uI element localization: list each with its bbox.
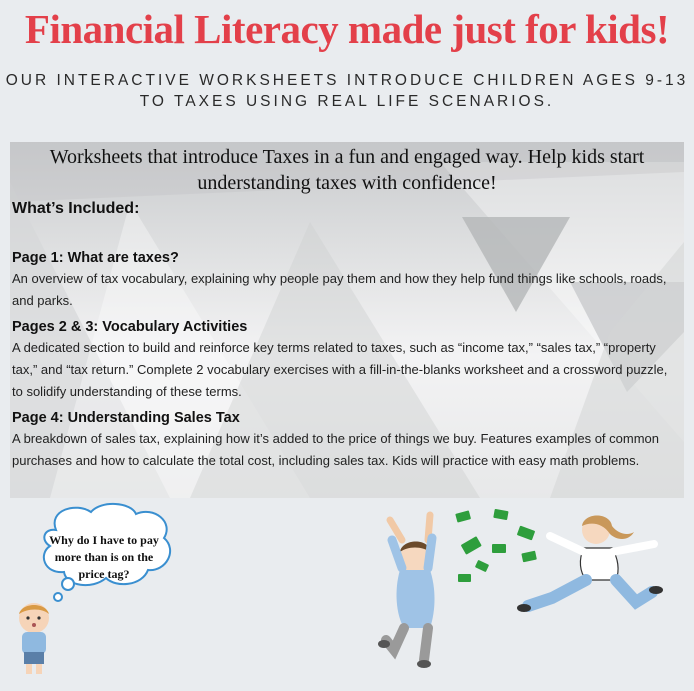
bubble-line-1: Why do I have to pay — [49, 533, 159, 547]
whats-included-label: What’s Included: — [12, 200, 140, 217]
section-title: Pages 2 & 3: Vocabulary Activities — [12, 319, 248, 335]
section-pages-2-3 — [12, 317, 680, 403]
bubble-line-2: more than is on the — [54, 550, 154, 564]
page-title: Financial Literacy made just for kids! — [24, 6, 670, 52]
worksheet-info-panel — [10, 142, 684, 498]
section-body: A breakdown of sales tax, explaining how it’s added to the price of things we buy. Features examples of common purchases and how to calculate the total cost, including sales tax. Kids will practice with easy math problems. — [12, 431, 659, 468]
jumping-girl-icon — [517, 516, 663, 613]
jumping-kids-money-illustration — [372, 500, 672, 680]
section-title: Page 4: Understanding Sales Tax — [12, 410, 240, 426]
section-body: A dedicated section to build and reinforce key terms related to taxes, such as “income tax,” “sales tax,” “property tax,” and “tax return.” Complete 2 vocabulary exercises with a fill-in-the-blanks worksheet and a crossword puzzle, to solidify understanding of these terms. — [12, 340, 668, 399]
section-page-1 — [12, 248, 680, 312]
bubble-line-3: price tag? — [78, 567, 130, 581]
page-subtitle — [0, 70, 694, 112]
panel-heading — [10, 144, 684, 196]
thinking-child-icon — [8, 600, 60, 678]
panel-heading-line-2: understanding taxes with confidence! — [197, 172, 497, 194]
section-body: An overview of tax vocabulary, explaining why people pay them and how they help fund things like schools, roads, and parks. — [12, 271, 667, 308]
section-page-4 — [12, 408, 680, 472]
thought-bubble-text — [44, 532, 164, 583]
section-title: Page 1: What are taxes? — [12, 250, 179, 266]
subtitle-line-2: TO TAXES USING REAL LIFE SCENARIOS. — [139, 93, 555, 110]
money-notes-icon — [455, 509, 537, 582]
jumping-boy-icon — [378, 515, 435, 668]
panel-heading-line-1: Worksheets that introduce Taxes in a fun and engaged way. Help kids start — [49, 146, 645, 168]
subtitle-line-1: OUR INTERACTIVE WORKSHEETS INTRODUCE CHILDREN AGES 9-13 — [5, 72, 689, 89]
